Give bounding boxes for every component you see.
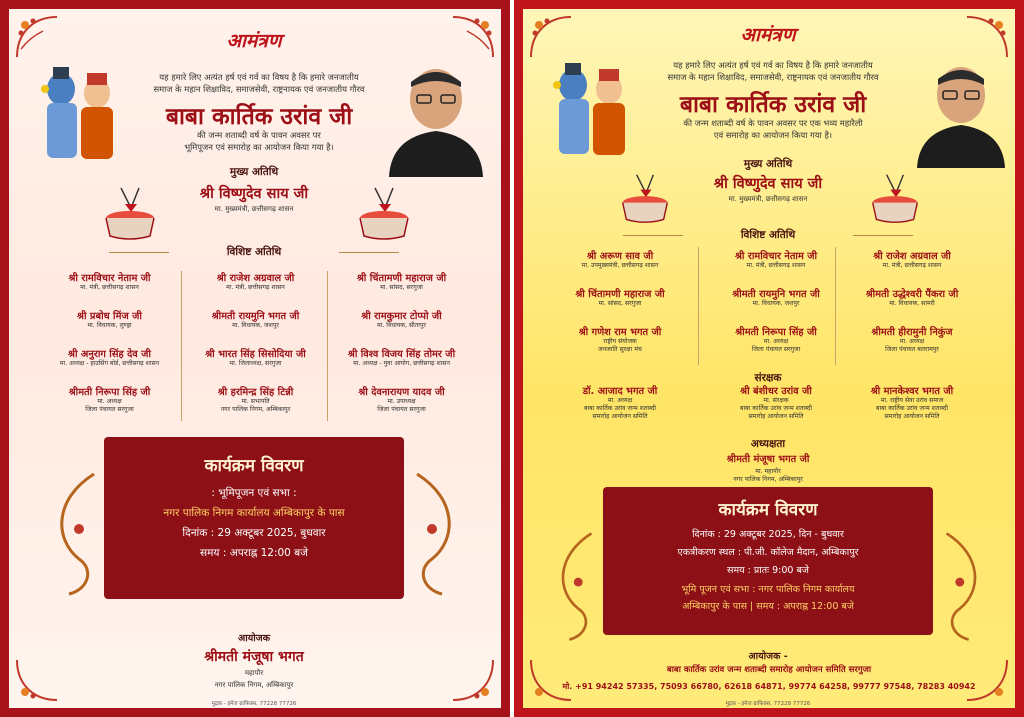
program-panel <box>603 487 933 635</box>
guest-role: नगर पालिक निगम, अम्बिकापुर <box>220 406 291 413</box>
guest-role: मा. विधायक, जशपुर <box>232 322 279 329</box>
intro-line: समाज के महान शिक्षाविद, समाजसेवी, राष्ट्रनायक एवं जनजातीय गौरव <box>153 84 365 94</box>
guest-entry <box>37 347 182 368</box>
guest-role: मा. मंत्री, छत्तीसगढ़ शासन <box>882 262 942 269</box>
guest-entry <box>701 325 851 354</box>
guest-name: श्री मानकेश्वर भगत जी <box>870 386 954 397</box>
guest-role: मा. अध्यक्ष <box>97 398 122 405</box>
chief-guest-name: श्री विष्णुदेव साय जी <box>713 176 823 192</box>
guest-name: श्री गणेश राम भगत जी <box>578 327 662 338</box>
guest-role: बाबा कार्तिक उरांव जन्म शताब्दी <box>584 405 656 412</box>
divider <box>853 235 913 236</box>
intro-line: समाज के महान शिक्षाविद, समाजसेवी, राष्ट्रनायक एवं जनजातीय गौरव <box>667 72 879 82</box>
guest-entry <box>37 309 182 330</box>
floral-corner-icon <box>963 656 1011 704</box>
guest-role: मा. अध्यक्ष <box>899 338 925 345</box>
invite-heading: आमंत्रण <box>226 30 282 52</box>
program-line: दिनांक : 29 अक्टूबर 2025, दिन - बुधवार <box>692 529 844 540</box>
guest-entry <box>545 287 695 308</box>
floral-corner-icon <box>13 656 61 704</box>
special-guests-heading: विशिष्ट अतिथि <box>740 229 796 241</box>
guest-entry <box>37 385 182 414</box>
guest-name: श्री हरमिन्द्र सिंह टिन्नी <box>217 387 294 398</box>
guest-entry <box>701 384 851 421</box>
chief-guest-role: मा. मुख्यमंत्री, छत्तीसगढ़ शासन <box>728 195 808 203</box>
ceremonial-drum-icon <box>618 171 672 225</box>
guest-entry <box>183 309 328 330</box>
president-name: श्रीमती मंजूषा भगत जी <box>726 454 810 465</box>
organizer-name: श्रीमती मंजूषा भगत <box>204 649 304 665</box>
occasion-line: की जन्म शताब्दी वर्ष के पावन अवसर पर <box>197 130 321 140</box>
guest-name: श्री देवनारायण यादव जी <box>358 387 445 398</box>
guest-entry <box>545 325 695 354</box>
guest-entry <box>545 249 695 270</box>
guest-role: मा. उपमुख्यमंत्री, छत्तीसगढ़ शासन <box>581 262 659 269</box>
guest-role: मा. विधायक, लुण्ड्रा <box>87 322 132 329</box>
guest-role: जनजाति सुरक्षा मंच <box>598 346 642 353</box>
swirl-ornament-icon <box>49 469 104 599</box>
guest-role: जिला पंचायत सरगुजा <box>751 346 801 353</box>
guest-name: श्री बंशीधर उरांव जी <box>740 386 812 397</box>
guest-entry <box>837 249 987 270</box>
chief-guest-role: मा. मुख्यमंत्री, छत्तीसगढ़ शासन <box>214 205 294 213</box>
guest-entry <box>183 271 328 292</box>
president-role: नगर पालिक निगम, अम्बिकापुर <box>733 476 803 483</box>
guest-role: मा. विधायक, सामरी <box>889 300 935 307</box>
guest-entry <box>701 287 851 308</box>
organizer-role: महापौर <box>244 669 264 677</box>
intro-text <box>124 71 394 95</box>
guest-name: श्रीमती रायमुनि भगत जी <box>732 289 820 300</box>
honoree-name: बाबा कार्तिक उरांव जी <box>165 103 353 130</box>
guest-role: मा. मंत्री, छत्तीसगढ़ शासन <box>226 284 285 291</box>
guest-name: श्री चिंतामणी महाराज जी <box>575 289 665 300</box>
card-left-inner <box>9 9 501 708</box>
program-line: समय : अपराह्न 12:00 बजे <box>200 547 308 559</box>
floral-corner-icon <box>449 656 497 704</box>
swirl-ornament-icon <box>407 469 462 599</box>
contact-phones: मो. +91 94242 57335, 75093 66780, 62618 64871, 99774 64258, 99777 97548, 78283 40942 <box>562 682 976 691</box>
guest-role: जिला पंचायत बलरामपुर <box>885 346 939 353</box>
printer-credit: मुद्रक - इमेज ग्राफिक्स, 77228 77726 <box>725 701 811 707</box>
ceremonial-drum-icon <box>868 171 922 225</box>
guest-name: श्री राजेश अग्रवाल जी <box>216 273 295 284</box>
guest-name: श्री प्रबोध मिंज जी <box>77 311 142 322</box>
program-panel <box>104 437 404 599</box>
guest-role: मा. अध्यक्ष <box>607 397 633 404</box>
program-line: : भूमिपूजन एवं सभा : <box>211 487 297 499</box>
occasion-line: एवं समारोह का आयोजन किया गया है। <box>713 130 833 140</box>
guest-name: श्री भारत सिंह सिसोदिया जी <box>205 349 306 360</box>
guest-role: मा. सभापति <box>241 398 270 405</box>
guest-entry <box>183 347 328 368</box>
occasion-text <box>643 117 903 141</box>
chief-guest-name: श्री विष्णुदेव साय जी <box>199 186 309 202</box>
program-line: दिनांक : 29 अक्टूबर 2025, बुधवार <box>182 527 326 539</box>
guest-role: मा. जिलाध्यक्ष, सरगुजा <box>229 360 282 367</box>
divider <box>327 271 328 421</box>
program-title: कार्यक्रम विवरण <box>718 500 818 520</box>
program-line: अम्बिकापुर के पास | समय : अपराह्न 12:00 बजे <box>682 601 854 612</box>
guest-entry <box>701 249 851 270</box>
ceremonial-drum-icon <box>101 184 159 242</box>
guest-entry <box>329 385 474 414</box>
guest-role: जिला पंचायत सरगुजा <box>377 406 426 413</box>
special-guests-heading: विशिष्ट अतिथि <box>226 246 282 258</box>
card-right-inner <box>523 9 1015 708</box>
guest-role: मा. विधायक, जशपुर <box>752 300 800 307</box>
guest-name: श्रीमती निरूपा सिंह जी <box>68 387 151 398</box>
printer-credit: मुद्रक - इमेज ग्राफिक्स, 77228 77726 <box>211 701 297 707</box>
guest-entry <box>837 325 987 354</box>
floral-corner-icon <box>449 13 497 61</box>
divider <box>835 247 836 365</box>
chief-guest-heading: मुख्य अतिथि <box>229 166 279 178</box>
guest-name: श्री विश्व विजय सिंह तोमर जी <box>347 349 456 360</box>
invitation-card-left <box>0 0 510 717</box>
guest-role: मा. अध्यक्ष - युवा आयोग, छत्तीसगढ़ शासन <box>353 360 450 367</box>
guest-role: मा. सांसद, सरगुजा <box>380 284 423 291</box>
guest-role: मा. अध्यक्ष <box>763 338 789 345</box>
divider <box>698 247 699 365</box>
guest-name: डॉ. आजाद भगत जी <box>582 386 658 397</box>
occasion-line: भूमिपूजन एवं समारोह का आयोजन किया गया है। <box>184 142 334 152</box>
invite-heading: आमंत्रण <box>740 24 796 46</box>
guest-role: मा. मंत्री, छत्तीसगढ़ शासन <box>746 262 806 269</box>
guest-name: श्रीमती हीरामुनी निकुंज <box>871 327 953 338</box>
program-line: समय : प्रातः 9:00 बजे <box>727 565 809 576</box>
guest-role: मा. संरक्षक <box>763 397 789 404</box>
guest-name: श्री अनुराग सिंह देव जी <box>68 349 151 360</box>
guest-role: बाबा कार्तिक उरांव जन्म शताब्दी <box>876 405 948 412</box>
divider <box>109 252 169 253</box>
guest-entry <box>545 384 695 421</box>
intro-text <box>638 59 908 83</box>
invitation-card-right <box>514 0 1024 717</box>
guest-role: समारोह आयोजन समिति <box>748 413 804 420</box>
divider <box>181 271 182 421</box>
guest-role: मा. राष्ट्रीय सेवा उरांव समाज <box>880 397 944 404</box>
organizer-label: आयोजक <box>237 633 271 644</box>
swirl-ornament-icon <box>937 529 987 644</box>
organizer-label: आयोजक - <box>748 651 788 662</box>
guest-name: श्रीमती निरूपा सिंह जी <box>735 327 817 338</box>
guest-name: श्री अरूण साव जी <box>586 251 654 262</box>
organizer-role: नगर पालिक निगम, अम्बिकापुर <box>214 681 294 689</box>
divider <box>623 235 683 236</box>
president-role: मा. महापौर <box>755 468 781 475</box>
intro-line: यह हमारे लिए अत्यंत हर्ष एवं गर्व का विषय है कि हमारे जनजातीय <box>673 60 873 70</box>
guest-role: मा. उपाध्यक्ष <box>387 398 416 405</box>
guest-entry <box>183 385 328 414</box>
guest-entry <box>37 271 182 292</box>
program-title: कार्यक्रम विवरण <box>204 456 304 476</box>
guest-name: श्री रामविचार नेताम जी <box>734 251 818 262</box>
program-line: भूमि पूजन एवं सभा : नगर पालिक निगम कार्यालय <box>681 584 855 595</box>
occasion-line: की जन्म शताब्दी वर्ष के पावन अवसर पर एक भव्य महारैली <box>683 118 863 128</box>
guest-role: मा. अध्यक्ष - हाउसिंग बोर्ड, छत्तीसगढ़ शासन <box>59 360 160 367</box>
guest-name: श्री चिंतामणी महाराज जी <box>356 273 447 284</box>
guest-role: मा. सांसद, सरगुजा <box>598 300 642 307</box>
intro-line: यह हमारे लिए अत्यंत हर्ष एवं गर्व का विषय है कि हमारे जनजातीय <box>159 72 359 82</box>
program-line: एकत्रीकरण स्थल : पी.जी. कॉलेज मैदान, अम्बिकापुर <box>677 547 859 558</box>
chief-guest-heading: मुख्य अतिथि <box>743 158 793 170</box>
guest-role: जिला पंचायत सरगुजा <box>85 406 134 413</box>
presidency-heading: अध्यक्षता <box>750 438 786 450</box>
guest-entry <box>329 309 474 330</box>
guest-entry <box>329 347 474 368</box>
occasion-text <box>139 129 379 153</box>
guest-role: समारोह आयोजन समिति <box>884 413 940 420</box>
floral-corner-icon <box>527 13 575 61</box>
swirl-ornament-icon <box>551 529 601 644</box>
guest-role: मा. विधायक, सीतापुर <box>377 322 426 329</box>
guest-name: श्री रामकुमार टोप्पो जी <box>361 311 442 322</box>
guest-entry <box>837 384 987 421</box>
guest-role: समारोह आयोजन समिति <box>592 413 648 420</box>
guest-role: राष्ट्रीय संयोजक <box>603 338 637 345</box>
guest-role: बाबा कार्तिक उरांव जन्म शताब्दी <box>740 405 812 412</box>
floral-corner-icon <box>527 656 575 704</box>
patrons-heading: संरक्षक <box>754 372 782 384</box>
guest-entry <box>329 271 474 292</box>
guest-entry <box>837 287 987 308</box>
portrait-photo <box>911 53 1011 168</box>
honoree-name: बाबा कार्तिक उरांव जी <box>679 91 867 118</box>
guest-role: मा. मंत्री, छत्तीसगढ़ शासन <box>80 284 139 291</box>
guest-name: श्री राजेश अग्रवाल जी <box>873 251 951 262</box>
floral-corner-icon <box>13 13 61 61</box>
guest-name: श्रीमती उद्धेश्वरी पैंकरा जी <box>865 289 959 300</box>
guest-name: श्रीमती रायमुनि भगत जी <box>211 311 300 322</box>
organizer-name: बाबा कार्तिक उरांव जन्म शताब्दी समारोह आयोजन समिति सरगुजा <box>666 665 872 675</box>
guest-name: श्री रामविचार नेताम जी <box>68 273 151 284</box>
program-line: नगर पालिक निगम कार्यालय अम्बिकापुर के पास <box>163 507 345 519</box>
divider <box>339 252 399 253</box>
ceremonial-drum-icon <box>355 184 413 242</box>
portrait-photo <box>381 57 491 177</box>
